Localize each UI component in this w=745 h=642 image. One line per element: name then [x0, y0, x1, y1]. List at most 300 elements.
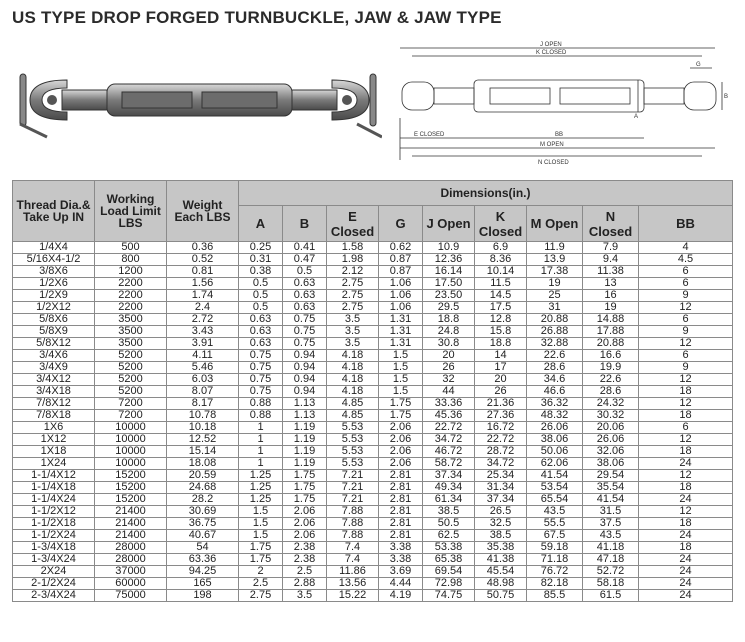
table-cell: 12.36 [423, 254, 475, 266]
table-cell: 0.75 [239, 386, 283, 398]
table-cell: 45.54 [475, 566, 527, 578]
table-cell: 2.88 [283, 578, 327, 590]
table-cell: 5200 [95, 362, 167, 374]
table-cell: 1.5 [239, 518, 283, 530]
table-cell: 2.38 [283, 554, 327, 566]
table-row [13, 338, 733, 350]
table-cell: 3.38 [379, 554, 423, 566]
table-cell: 3500 [95, 326, 167, 338]
dim-header-7: N Closed [583, 206, 639, 242]
dim-header-4: J Open [423, 206, 475, 242]
table-row [13, 494, 733, 506]
table-cell: 27.36 [475, 410, 527, 422]
table-cell: 1X18 [13, 446, 95, 458]
table-row [13, 362, 733, 374]
table-cell: 10.14 [475, 266, 527, 278]
table-cell: 21.36 [475, 398, 527, 410]
table-cell: 11.86 [327, 566, 379, 578]
label-n-closed: N CLOSED [538, 160, 569, 166]
table-cell: 53.38 [423, 542, 475, 554]
table-cell: 9.4 [583, 254, 639, 266]
table-cell: 20.88 [527, 314, 583, 326]
col-wll-header: Working Load Limit LBS [95, 181, 167, 242]
table-cell: 7.4 [327, 554, 379, 566]
table-row [13, 350, 733, 362]
table-cell: 1.25 [239, 482, 283, 494]
table-cell: 24.68 [167, 482, 239, 494]
table-cell: 198 [167, 590, 239, 602]
table-cell: 12.52 [167, 434, 239, 446]
table-cell: 5.53 [327, 434, 379, 446]
table-cell: 2 [239, 566, 283, 578]
table-cell: 1.74 [167, 290, 239, 302]
table-cell: 30.32 [583, 410, 639, 422]
table-cell: 28000 [95, 554, 167, 566]
table-cell: 75000 [95, 590, 167, 602]
table-cell: 30.69 [167, 506, 239, 518]
table-cell: 0.94 [283, 350, 327, 362]
table-cell: 3.69 [379, 566, 423, 578]
table-row [13, 566, 733, 578]
table-cell: 50.5 [423, 518, 475, 530]
table-cell: 32.06 [583, 446, 639, 458]
table-cell: 67.5 [527, 530, 583, 542]
table-cell: 2.81 [379, 506, 423, 518]
table-row [13, 470, 733, 482]
dimension-drawing [390, 40, 730, 170]
dim-header-5: K Closed [475, 206, 527, 242]
table-cell: 17.5 [475, 302, 527, 314]
col-thread-header: Thread Dia.& Take Up IN [13, 181, 95, 242]
table-cell: 5.53 [327, 422, 379, 434]
table-cell: 5200 [95, 374, 167, 386]
table-cell: 1.75 [283, 470, 327, 482]
table-cell: 0.62 [379, 242, 423, 254]
table-cell: 28.2 [167, 494, 239, 506]
table-cell: 12 [639, 302, 733, 314]
table-cell: 8.17 [167, 398, 239, 410]
table-cell: 0.63 [239, 338, 283, 350]
table-cell: 1X6 [13, 422, 95, 434]
table-cell: 20 [475, 374, 527, 386]
table-row [13, 290, 733, 302]
table-cell: 5.53 [327, 446, 379, 458]
table-cell: 0.81 [167, 266, 239, 278]
table-cell: 5200 [95, 350, 167, 362]
table-cell: 18 [639, 386, 733, 398]
table-cell: 30.8 [423, 338, 475, 350]
table-cell: 1.31 [379, 338, 423, 350]
table-cell: 2.75 [327, 290, 379, 302]
table-cell: 35.38 [475, 542, 527, 554]
table-cell: 26.06 [583, 434, 639, 446]
table-cell: 1.5 [239, 506, 283, 518]
table-cell: 41.54 [527, 470, 583, 482]
table-cell: 2X24 [13, 566, 95, 578]
table-cell: 3.5 [327, 314, 379, 326]
table-cell: 5/8X6 [13, 314, 95, 326]
table-cell: 22.6 [527, 350, 583, 362]
table-cell: 4.44 [379, 578, 423, 590]
table-cell: 33.36 [423, 398, 475, 410]
table-cell: 26.88 [527, 326, 583, 338]
table-cell: 3/4X18 [13, 386, 95, 398]
table-cell: 48.98 [475, 578, 527, 590]
table-cell: 7.21 [327, 494, 379, 506]
table-cell: 32 [423, 374, 475, 386]
turnbuckle-photo [12, 52, 382, 152]
dim-header-8: BB [639, 206, 733, 242]
table-cell: 0.63 [239, 314, 283, 326]
table-cell: 1-3/4X24 [13, 554, 95, 566]
table-cell: 1.5 [379, 362, 423, 374]
table-cell: 2.06 [379, 422, 423, 434]
table-cell: 1.75 [239, 542, 283, 554]
table-cell: 18 [639, 410, 733, 422]
table-cell: 5.53 [327, 458, 379, 470]
table-cell: 17.88 [583, 326, 639, 338]
table-row [13, 446, 733, 458]
table-cell: 4.5 [639, 254, 733, 266]
table-cell: 4.19 [379, 590, 423, 602]
table-cell: 24 [639, 530, 733, 542]
table-cell: 3500 [95, 314, 167, 326]
table-cell: 3500 [95, 338, 167, 350]
table-cell: 18 [639, 542, 733, 554]
table-cell: 1 [239, 422, 283, 434]
table-cell: 1.75 [283, 494, 327, 506]
table-cell: 60000 [95, 578, 167, 590]
table-cell: 32.88 [527, 338, 583, 350]
table-cell: 0.94 [283, 386, 327, 398]
table-cell: 24.32 [583, 398, 639, 410]
table-cell: 0.63 [283, 278, 327, 290]
table-cell: 0.63 [239, 326, 283, 338]
table-cell: 31.34 [475, 482, 527, 494]
table-cell: 15.22 [327, 590, 379, 602]
label-g: G [696, 62, 701, 68]
table-cell: 0.75 [283, 338, 327, 350]
table-cell: 17.38 [527, 266, 583, 278]
table-cell: 1-1/2X24 [13, 530, 95, 542]
table-cell: 2.5 [239, 578, 283, 590]
table-cell: 1-1/4X18 [13, 482, 95, 494]
table-cell: 0.25 [239, 242, 283, 254]
table-cell: 12.8 [475, 314, 527, 326]
table-cell: 50.75 [475, 590, 527, 602]
table-cell: 15200 [95, 470, 167, 482]
table-cell: 1.75 [379, 410, 423, 422]
label-bb: BB [555, 132, 564, 138]
table-cell: 29.5 [423, 302, 475, 314]
table-cell: 0.5 [239, 302, 283, 314]
table-cell: 34.72 [475, 458, 527, 470]
table-cell: 32.5 [475, 518, 527, 530]
table-cell: 72.98 [423, 578, 475, 590]
table-cell: 24 [639, 590, 733, 602]
table-cell: 1 [239, 434, 283, 446]
table-cell: 4.85 [327, 398, 379, 410]
table-cell: 1.13 [283, 398, 327, 410]
table-cell: 38.5 [423, 506, 475, 518]
table-cell: 28000 [95, 542, 167, 554]
table-cell: 44 [423, 386, 475, 398]
table-row [13, 542, 733, 554]
table-cell: 24 [639, 578, 733, 590]
table-cell: 3.43 [167, 326, 239, 338]
table-cell: 53.54 [527, 482, 583, 494]
table-row [13, 590, 733, 602]
table-cell: 94.25 [167, 566, 239, 578]
table-cell: 71.18 [527, 554, 583, 566]
table-cell: 3/4X12 [13, 374, 95, 386]
table-cell: 9 [639, 362, 733, 374]
table-cell: 0.75 [239, 362, 283, 374]
table-cell: 62.06 [527, 458, 583, 470]
table-cell: 7.88 [327, 530, 379, 542]
table-cell: 46.72 [423, 446, 475, 458]
table-cell: 3.91 [167, 338, 239, 350]
table-row [13, 302, 733, 314]
table-cell: 20.88 [583, 338, 639, 350]
table-cell: 49.34 [423, 482, 475, 494]
table-cell: 6 [639, 266, 733, 278]
table-cell: 6 [639, 314, 733, 326]
table-cell: 74.75 [423, 590, 475, 602]
table-cell: 37000 [95, 566, 167, 578]
table-cell: 7.88 [327, 506, 379, 518]
table-cell: 43.5 [583, 530, 639, 542]
table-cell: 2.81 [379, 518, 423, 530]
table-cell: 65.54 [527, 494, 583, 506]
table-cell: 0.41 [283, 242, 327, 254]
table-cell: 2.06 [379, 446, 423, 458]
table-cell: 12 [639, 398, 733, 410]
table-cell: 26.06 [527, 422, 583, 434]
table-cell: 7200 [95, 410, 167, 422]
table-cell: 2200 [95, 302, 167, 314]
table-cell: 8.07 [167, 386, 239, 398]
table-cell: 16.6 [583, 350, 639, 362]
table-cell: 7.21 [327, 482, 379, 494]
table-cell: 2.4 [167, 302, 239, 314]
table-cell: 17.50 [423, 278, 475, 290]
table-cell: 12 [639, 434, 733, 446]
table-cell: 58.18 [583, 578, 639, 590]
table-cell: 2.06 [283, 518, 327, 530]
table-cell: 16.72 [475, 422, 527, 434]
table-cell: 13.9 [527, 254, 583, 266]
table-cell: 22.6 [583, 374, 639, 386]
table-cell: 3.5 [283, 590, 327, 602]
table-cell: 52.72 [583, 566, 639, 578]
table-cell: 1.19 [283, 434, 327, 446]
table-cell: 20 [423, 350, 475, 362]
table-cell: 14.5 [475, 290, 527, 302]
table-cell: 6.9 [475, 242, 527, 254]
table-cell: 0.38 [239, 266, 283, 278]
table-cell: 34.6 [527, 374, 583, 386]
table-cell: 2.06 [283, 530, 327, 542]
table-cell: 1.06 [379, 302, 423, 314]
table-row [13, 266, 733, 278]
table-row [13, 578, 733, 590]
table-row [13, 386, 733, 398]
table-cell: 24 [639, 566, 733, 578]
table-cell: 13.56 [327, 578, 379, 590]
table-cell: 82.18 [527, 578, 583, 590]
table-cell: 0.5 [239, 290, 283, 302]
table-cell: 0.87 [379, 266, 423, 278]
table-cell: 4.18 [327, 362, 379, 374]
table-cell: 2.06 [379, 458, 423, 470]
table-cell: 38.06 [583, 458, 639, 470]
table-cell: 1.75 [239, 554, 283, 566]
table-cell: 1 [239, 458, 283, 470]
table-cell: 12 [639, 338, 733, 350]
table-cell: 20.06 [583, 422, 639, 434]
table-cell: 1-1/4X12 [13, 470, 95, 482]
table-cell: 14 [475, 350, 527, 362]
table-cell: 1X12 [13, 434, 95, 446]
table-cell: 18 [639, 482, 733, 494]
spec-table [12, 180, 733, 602]
table-cell: 19 [583, 302, 639, 314]
table-cell: 2-3/4X24 [13, 590, 95, 602]
table-row [13, 458, 733, 470]
table-cell: 15.14 [167, 446, 239, 458]
table-cell: 1.5 [379, 386, 423, 398]
table-cell: 21400 [95, 518, 167, 530]
table-cell: 31 [527, 302, 583, 314]
table-cell: 6 [639, 350, 733, 362]
table-cell: 2200 [95, 290, 167, 302]
table-cell: 1.5 [239, 530, 283, 542]
table-cell: 48.32 [527, 410, 583, 422]
table-cell: 6.03 [167, 374, 239, 386]
table-cell: 47.18 [583, 554, 639, 566]
table-cell: 41.54 [583, 494, 639, 506]
table-cell: 3.38 [379, 542, 423, 554]
table-cell: 24 [639, 458, 733, 470]
table-cell: 55.5 [527, 518, 583, 530]
table-cell: 2.06 [379, 434, 423, 446]
table-cell: 2-1/2X24 [13, 578, 95, 590]
table-row [13, 518, 733, 530]
table-cell: 20.59 [167, 470, 239, 482]
table-cell: 0.94 [283, 362, 327, 374]
table-cell: 5/8X12 [13, 338, 95, 350]
table-cell: 28.72 [475, 446, 527, 458]
table-cell: 1.13 [283, 410, 327, 422]
table-cell: 0.75 [239, 374, 283, 386]
table-cell: 1.98 [327, 254, 379, 266]
table-cell: 2200 [95, 278, 167, 290]
table-cell: 0.5 [283, 266, 327, 278]
table-cell: 24 [639, 554, 733, 566]
table-cell: 26 [475, 386, 527, 398]
page-title: US TYPE DROP FORGED TURNBUCKLE, JAW & JAW TYPE [12, 8, 502, 27]
table-cell: 0.31 [239, 254, 283, 266]
table-cell: 37.5 [583, 518, 639, 530]
col-weight-header: Weight Each LBS [167, 181, 239, 242]
table-cell: 1-3/4X18 [13, 542, 95, 554]
table-cell: 3.5 [327, 326, 379, 338]
label-k-closed: K CLOSED [536, 50, 567, 56]
table-cell: 38.5 [475, 530, 527, 542]
table-cell: 4.85 [327, 410, 379, 422]
table-cell: 26.5 [475, 506, 527, 518]
table-cell: 5/16X4-1/2 [13, 254, 95, 266]
table-cell: 13 [583, 278, 639, 290]
table-cell: 1.31 [379, 326, 423, 338]
table-cell: 28.6 [527, 362, 583, 374]
table-cell: 1.25 [239, 470, 283, 482]
table-cell: 22.72 [475, 434, 527, 446]
table-cell: 2.06 [283, 506, 327, 518]
table-cell: 1-1/2X18 [13, 518, 95, 530]
table-row [13, 482, 733, 494]
table-cell: 2.12 [327, 266, 379, 278]
table-cell: 1.5 [379, 350, 423, 362]
table-cell: 26 [423, 362, 475, 374]
table-cell: 2.75 [327, 278, 379, 290]
table-cell: 22.72 [423, 422, 475, 434]
label-a: A [634, 114, 639, 120]
table-cell: 11.38 [583, 266, 639, 278]
table-row [13, 398, 733, 410]
table-cell: 10.18 [167, 422, 239, 434]
table-cell: 41.38 [475, 554, 527, 566]
table-cell: 15.8 [475, 326, 527, 338]
table-cell: 1/2X6 [13, 278, 95, 290]
table-cell: 800 [95, 254, 167, 266]
table-row [13, 410, 733, 422]
table-cell: 1 [239, 446, 283, 458]
table-cell: 0.5 [239, 278, 283, 290]
table-cell: 6 [639, 278, 733, 290]
table-cell: 0.88 [239, 398, 283, 410]
table-cell: 18.8 [475, 338, 527, 350]
dim-header-2: E Closed [327, 206, 379, 242]
table-cell: 10.78 [167, 410, 239, 422]
table-cell: 3.5 [327, 338, 379, 350]
table-cell: 2.38 [283, 542, 327, 554]
table-cell: 1.19 [283, 458, 327, 470]
table-cell: 1X24 [13, 458, 95, 470]
table-cell: 1.19 [283, 422, 327, 434]
table-row [13, 434, 733, 446]
table-cell: 3/8X6 [13, 266, 95, 278]
table-cell: 1/4X4 [13, 242, 95, 254]
table-cell: 0.75 [239, 350, 283, 362]
table-cell: 46.6 [527, 386, 583, 398]
table-row [13, 326, 733, 338]
table-cell: 37.34 [423, 470, 475, 482]
table-row [13, 242, 733, 254]
table-cell: 19 [527, 278, 583, 290]
table-cell: 37.34 [475, 494, 527, 506]
table-cell: 85.5 [527, 590, 583, 602]
table-cell: 11.5 [475, 278, 527, 290]
table-cell: 69.54 [423, 566, 475, 578]
table-cell: 500 [95, 242, 167, 254]
table-cell: 23.50 [423, 290, 475, 302]
table-cell: 2.75 [239, 590, 283, 602]
table-cell: 17 [475, 362, 527, 374]
table-cell: 1.31 [379, 314, 423, 326]
table-row [13, 374, 733, 386]
